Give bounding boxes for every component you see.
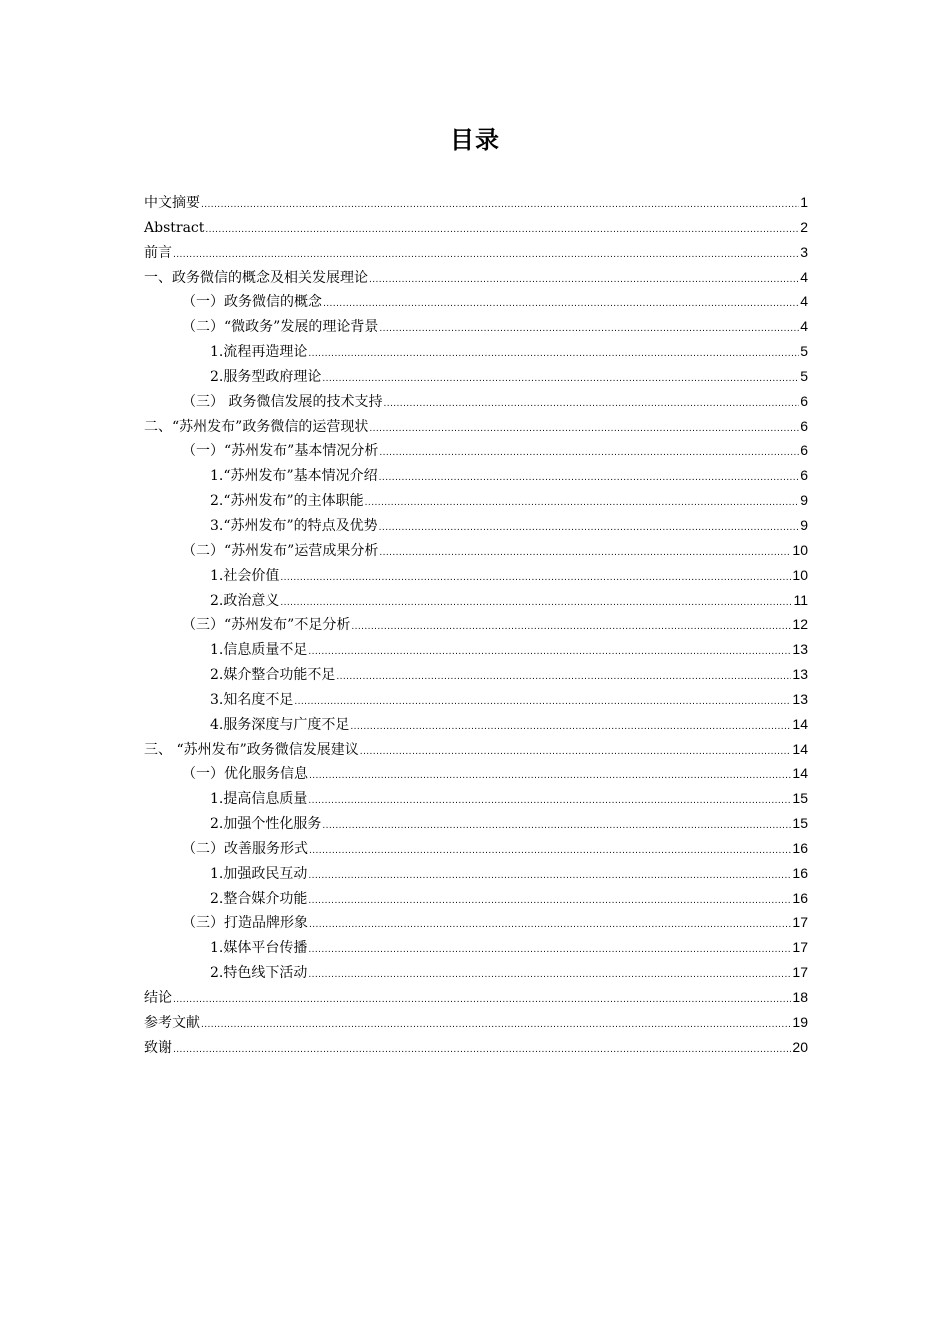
toc-dot-leader	[205, 218, 799, 243]
toc-entry[interactable]	[144, 886, 808, 911]
toc-entry-page-number: 6	[800, 467, 808, 484]
toc-entry-page-number: 1	[800, 194, 808, 210]
toc-entry-label: 2.服务型政府理论	[210, 368, 322, 385]
toc-entry-label: Abstract	[144, 219, 205, 236]
toc-entry-label: 三、 “苏州发布”政务微信发展建议	[144, 741, 359, 758]
toc-entry[interactable]	[144, 438, 808, 463]
toc-entry-label: 2.政治意义	[210, 592, 280, 609]
toc-entry[interactable]	[144, 190, 808, 215]
toc-entry-label: 中文摘要	[144, 195, 200, 211]
toc-entry[interactable]	[144, 339, 808, 364]
toc-entry-page-number: 6	[800, 392, 808, 409]
toc-entry[interactable]	[144, 265, 808, 290]
toc-entry-label: 2.媒介整合功能不足	[210, 667, 336, 684]
toc-dot-leader	[280, 566, 791, 591]
toc-entry-label: 致谢	[144, 1039, 172, 1056]
toc-entry-page-number: 17	[792, 939, 808, 956]
toc-entry-page-number: 14	[792, 740, 808, 757]
toc-dot-leader	[322, 814, 791, 839]
toc-entry-page-number: 3	[800, 243, 808, 260]
toc-entry-label: 前言	[144, 244, 172, 261]
toc-entry[interactable]	[144, 215, 808, 240]
toc-dot-leader	[350, 715, 791, 740]
toc-dot-leader	[309, 764, 791, 789]
toc-entry[interactable]	[144, 687, 808, 712]
toc-entry-label: 参考文献	[144, 1014, 200, 1031]
toc-entry[interactable]	[144, 513, 808, 538]
toc-entry[interactable]	[144, 538, 808, 563]
toc-dot-leader	[308, 963, 791, 988]
toc-entry-label: 2.加强个性化服务	[210, 816, 322, 833]
toc-entry[interactable]	[144, 985, 808, 1010]
toc-entry-page-number: 6	[800, 442, 808, 459]
toc-entry-page-number: 2	[800, 218, 808, 235]
toc-dot-leader	[308, 864, 791, 889]
toc-dot-leader	[379, 516, 800, 541]
toc-entry-page-number: 14	[792, 715, 808, 732]
toc-entry-page-number: 15	[792, 815, 808, 832]
toc-entry-page-number: 19	[792, 1013, 808, 1030]
page-title: 目录	[450, 126, 500, 154]
toc-entry[interactable]	[144, 588, 808, 613]
toc-entry-label: （一）优化服务信息	[182, 766, 308, 783]
toc-dot-leader	[351, 615, 791, 640]
toc-entry-label: （三）“苏州发布”不足分析	[182, 617, 351, 634]
toc-entry-label: 结论	[144, 990, 172, 1006]
toc-dot-leader	[379, 541, 791, 566]
toc-entry-label: 1.加强政民互动	[210, 865, 308, 882]
toc-entry[interactable]	[144, 463, 808, 488]
toc-entry[interactable]	[144, 240, 808, 265]
toc-dot-leader	[379, 317, 799, 342]
toc-entry[interactable]	[144, 1010, 808, 1035]
toc-entry-page-number: 5	[800, 367, 808, 384]
toc-dot-leader	[369, 417, 799, 442]
toc-dot-leader	[309, 839, 791, 864]
toc-entry[interactable]	[144, 910, 808, 935]
toc-entry-page-number: 9	[800, 516, 808, 533]
toc-entry-page-number: 18	[792, 989, 808, 1005]
toc-entry[interactable]	[144, 488, 808, 513]
toc-entry-label: （三） 政务微信发展的技术支持	[182, 393, 383, 410]
toc-entry-page-number: 14	[792, 765, 808, 782]
toc-dot-leader	[379, 441, 799, 466]
toc-entry-page-number: 13	[792, 666, 808, 683]
toc-dot-leader	[173, 243, 799, 268]
toc-entry[interactable]	[144, 960, 808, 985]
toc-entry-page-number: 10	[792, 566, 808, 583]
toc-entry-page-number: 16	[792, 839, 808, 856]
toc-dot-leader	[383, 392, 799, 417]
toc-entry-label: 2.“苏州发布”的主体职能	[210, 493, 364, 510]
toc-entry[interactable]	[144, 563, 808, 588]
toc-entry[interactable]	[144, 414, 808, 439]
toc-entry-label: （一）政务微信的概念	[182, 294, 322, 311]
toc-entry[interactable]	[144, 761, 808, 786]
toc-entry-label: 1.流程再造理论	[210, 344, 308, 361]
toc-dot-leader	[308, 640, 791, 665]
toc-entry[interactable]	[144, 712, 808, 737]
toc-entry[interactable]	[144, 637, 808, 662]
toc-entry-page-number: 13	[792, 641, 808, 658]
toc-dot-leader	[173, 1038, 791, 1063]
toc-entry[interactable]	[144, 1035, 808, 1060]
toc-dot-leader	[379, 466, 800, 491]
toc-entry-label: （二）改善服务形式	[182, 840, 308, 857]
toc-entry-label: 二、“苏州发布”政务微信的运营现状	[144, 418, 369, 435]
toc-dot-leader	[308, 342, 799, 367]
toc-entry-label: 一、政务微信的概念及相关发展理论	[144, 269, 368, 286]
toc-entry-page-number: 5	[800, 343, 808, 360]
toc-entry-page-number: 11	[793, 591, 808, 608]
toc-entry-label: 1.媒体平台传播	[210, 940, 308, 957]
toc-entry[interactable]	[144, 289, 808, 314]
toc-entry-page-number: 20	[792, 1038, 808, 1055]
toc-entry-label: 1.提高信息质量	[210, 791, 308, 808]
toc-entry-label: （二）“苏州发布”运营成果分析	[182, 542, 379, 559]
toc-entry-page-number: 13	[792, 690, 808, 707]
toc-entry-page-number: 17	[792, 964, 808, 981]
toc-entry[interactable]	[144, 389, 808, 414]
toc-dot-leader	[201, 1013, 791, 1038]
toc-entry-label: （三）打造品牌形象	[182, 915, 308, 932]
toc-dot-leader	[360, 740, 792, 765]
toc-entry-label: 4.服务深度与广度不足	[210, 716, 350, 733]
toc-dot-leader	[201, 193, 799, 218]
toc-dot-leader	[173, 988, 791, 1013]
toc-entry-label: 3.“苏州发布”的特点及优势	[210, 517, 378, 534]
toc-dot-leader	[309, 913, 791, 938]
toc-entry-page-number: 4	[800, 268, 808, 285]
toc-entry-page-number: 9	[800, 492, 808, 509]
toc-entry-page-number: 16	[792, 864, 808, 881]
toc-entry-page-number: 16	[792, 889, 808, 906]
toc-entry-page-number: 10	[792, 541, 808, 558]
toc-dot-leader	[308, 938, 791, 963]
toc-dot-leader	[336, 665, 791, 690]
toc-entry[interactable]	[144, 861, 808, 886]
toc-entry[interactable]	[144, 314, 808, 339]
toc-entry-label: （二）“微政务”发展的理论背景	[182, 319, 379, 336]
toc-dot-leader	[294, 690, 791, 715]
toc-entry-page-number: 6	[800, 417, 808, 434]
toc-entry[interactable]	[144, 836, 808, 861]
toc-entry-label: 3.知名度不足	[210, 691, 294, 708]
toc-entry[interactable]	[144, 737, 808, 762]
toc-entry[interactable]	[144, 935, 808, 960]
toc-entry-label: （一）“苏州发布”基本情况分析	[182, 443, 379, 460]
toc-entry-page-number: 4	[800, 318, 808, 335]
toc-dot-leader	[323, 292, 799, 317]
toc-dot-leader	[322, 367, 799, 392]
toc-entry-label: 2.特色线下活动	[210, 965, 308, 982]
toc-dot-leader	[308, 889, 791, 914]
toc-dot-leader	[369, 268, 799, 293]
toc-entry[interactable]	[144, 786, 808, 811]
table-of-contents	[144, 190, 808, 1060]
toc-entry-page-number: 15	[792, 790, 808, 807]
toc-entry[interactable]	[144, 612, 808, 637]
toc-dot-leader	[365, 491, 800, 516]
toc-entry[interactable]	[144, 811, 808, 836]
toc-dot-leader	[280, 591, 792, 616]
toc-entry-label: 1.信息质量不足	[210, 642, 308, 659]
toc-entry-page-number: 12	[792, 616, 808, 633]
toc-entry[interactable]	[144, 662, 808, 687]
toc-entry-page-number: 4	[800, 293, 808, 310]
toc-dot-leader	[308, 789, 791, 814]
toc-entry-label: 2.整合媒介功能	[210, 890, 308, 907]
toc-entry-label: 1.社会价值	[210, 567, 280, 584]
toc-entry-label: 1.“苏州发布”基本情况介绍	[210, 468, 378, 485]
toc-entry-page-number: 17	[792, 914, 808, 931]
toc-entry[interactable]	[144, 364, 808, 389]
